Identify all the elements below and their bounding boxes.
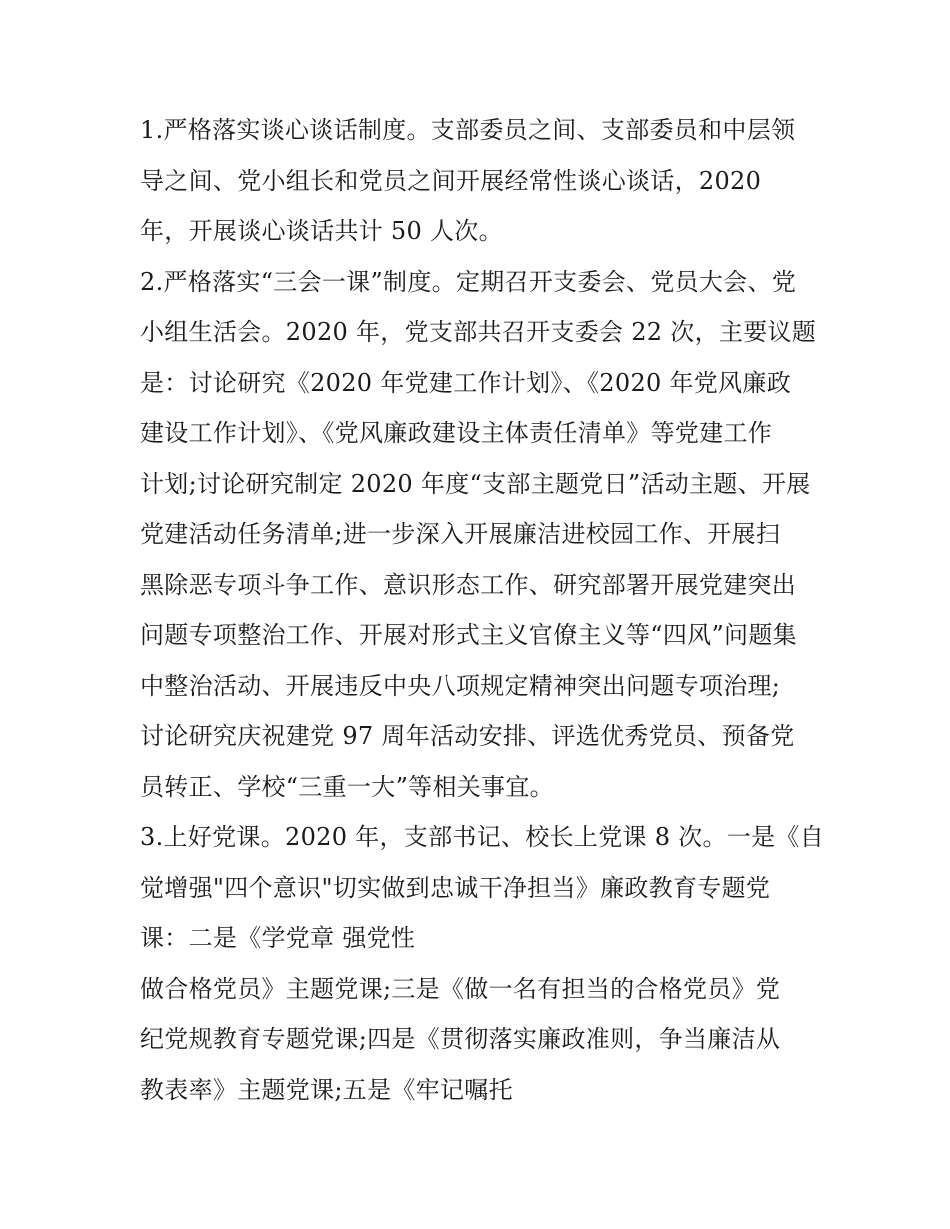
paragraph-3-line-4: 做合格党员》主题党课;三是《做一名有担当的合格党员》党 [140,975,781,1003]
paragraph-2-line-6: 党建活动任务清单;进一步深入开展廉洁进校园工作、开展扫 [140,520,781,548]
paragraph-2-line-7: 黑除恶专项斗争工作、意识形态工作、研究部署开展党建突出 [140,571,797,599]
paragraph-2-line-11: 员转正、学校“三重一大”等相关事宜。 [140,773,554,801]
paragraph-2-line-4: 建设工作计划》、《党风廉政建设主体责任清单》等党建工作 [140,419,773,447]
paragraph-3-line-3: 课：二是《学党章 强党性 [140,924,416,952]
paragraph-3-line-1: 3.上好党课。2020 年，支部书记、校长上党课 8 次。一是《自 [140,823,825,851]
paragraph-1-line-2: 导之间、党小组长和党员之间开展经常性谈心谈话，2020 [140,167,762,195]
paragraph-2-line-9: 中整治活动、开展违反中央八项规定精神突出问题专项治理; [140,672,781,700]
paragraph-2-line-2: 小组生活会。2020 年，党支部共召开支委会 22 次，主要议题 [140,318,817,346]
paragraph-3-line-6: 教表率》主题党课;五是《牢记嘱托 [140,1076,513,1104]
paragraph-2-line-1: 2.严格落实“三会一课”制度。定期召开支委会、党员大会、党 [140,268,797,296]
paragraph-2-line-8: 问题专项整治工作、开展对形式主义官僚主义等“四风”问题集 [140,621,797,649]
paragraph-3-line-2: 觉增强"四个意识"切实做到忠诚干净担当》廉政教育专题党 [140,874,771,902]
paragraph-2-line-3: 是：讨论研究《2020 年党建工作计划》、《2020 年党风廉政 [140,369,792,397]
paragraph-1-line-3: 年，开展谈心谈话共计 50 人次。 [140,217,503,245]
paragraph-1-line-1: 1.严格落实谈心谈话制度。支部委员之间、支部委员和中层领 [140,116,796,144]
paragraph-3-line-5: 纪党规教育专题党课;四是《贯彻落实廉政准则，争当廉洁从 [140,1025,781,1053]
paragraph-2-line-5: 计划;讨论研究制定 2020 年度“支部主题党日”活动主题、开展 [140,470,811,498]
paragraph-2-line-10: 讨论研究庆祝建党 97 周年活动安排、评选优秀党员、预备党 [140,722,795,750]
